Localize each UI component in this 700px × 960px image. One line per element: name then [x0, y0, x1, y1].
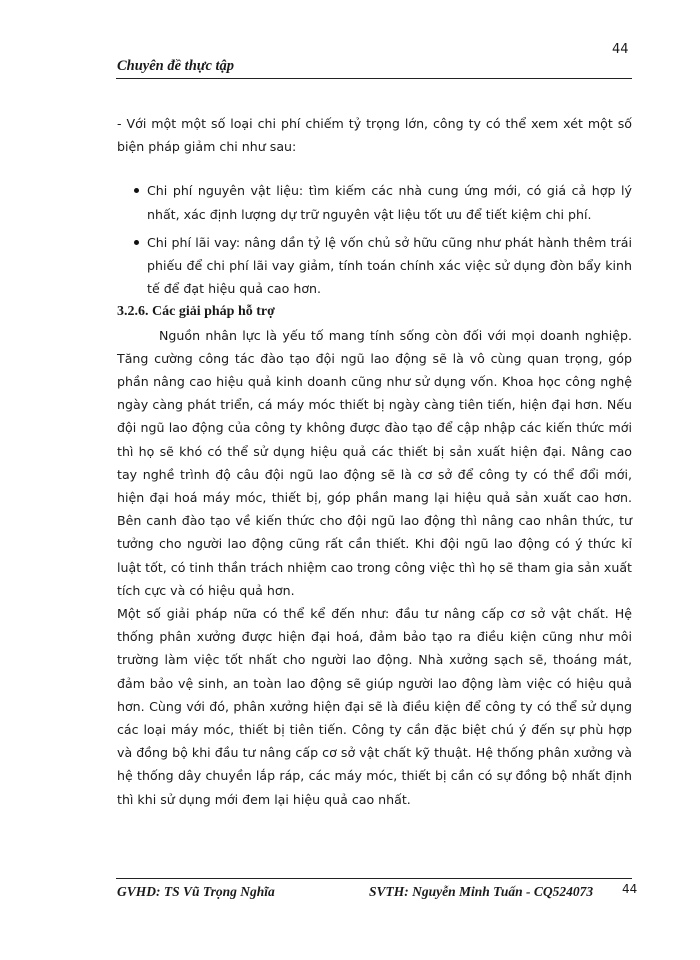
- bullet-icon: [134, 240, 139, 245]
- document-title: Chuyên đề thực tập: [117, 58, 235, 74]
- body-paragraph-1: Nguồn nhân lực là yếu tố mang tính sống còn đối với mọi doanh nghiệp. Tăng cường công tác đào tạo đội ngũ lao động sẽ là vô cùng quan trọng, góp phần nâng cao hiệu quả kinh doanh cũng như sử dụng vốn. Khoa học công nghệ ngày càng phát triển, cá máy móc thiết bị ngày càng tiên tiến, hiện đại hơn. Nếu đội ngũ lao động của công ty không được đào tạo để cập nhập các kiến thức mới thì họ sẽ khó có thể sử dụng hiệu quả các thiết bị sản xuất hiện đại. Nâng cao tay nghề trình độ câu đội ngũ lao động sẽ là cơ sở để công ty có thể đổi mới, hiện đại hoá máy móc, thiết bị, góp phần mang lại hiệu quả sản xuất cao hơn. Bên canh đào tạo về kiến thức cho đội ngũ lao động thì nâng cao nhân thức, tư tưởng cho người lao động cũng rất cần thiết. Khi đội ngũ lao động có ý thức kỉ luật tốt, có tinh thần trách nhiệm cao trong công việc thì họ sẽ tham gia sản xuất tích cực và có hiệu quả hơn.: [117, 327, 632, 598]
- header-page-number: 44: [612, 42, 629, 57]
- footer-student: SVTH: Nguyễn Minh Tuấn - CQ524073: [369, 884, 594, 899]
- document-body: [117, 112, 632, 811]
- intro-paragraph: - Với một một số loại chi phí chiếm tỷ trọng lớn, công ty có thể xem xét một số biện pháp giảm chi như sau:: [117, 116, 632, 155]
- header-divider: [116, 78, 632, 79]
- list-item-text: Chi phí lãi vay: nâng dần tỷ lệ vốn chủ sở hữu cũng như phát hành thêm trái phiếu để chi phí lãi vay giảm, tính toán chính xác việc sử dụng đòn bẩy kinh tế để đạt hiệu quả cao hơn.: [147, 234, 632, 297]
- footer-divider: [116, 878, 632, 879]
- list-item: [117, 179, 632, 225]
- footer-page-number: 44: [622, 882, 638, 896]
- section-heading: 3.2.6. Các giải pháp hỗ trợ: [117, 304, 275, 320]
- footer-advisor: GVHD: TS Vũ Trọng Nghĩa: [117, 884, 275, 899]
- list-item: [117, 231, 632, 301]
- list-item-text: Chi phí nguyên vật liệu: tìm kiếm các nhà cung ứng mới, có giá cả hợp lý nhất, xác định lượng dự trữ nguyên vật liệu tốt ưu để tiết kiệm chi phí.: [147, 183, 632, 222]
- cost-reduction-list: [117, 179, 632, 300]
- body-paragraph-2: Một số giải pháp nữa có thể kể đến như: đầu tư nâng cấp cơ sở vật chất. Hệ thống phân xưởng được hiện đại hoá, đảm bảo tạo ra điều kiện cũng như môi trường làm việc tốt nhất cho người lao động. Nhà xưởng sạch sẽ, thoáng mát, đảm bảo vệ sinh, an toàn lao động sẽ giúp người lao động làm việc có hiệu quả hơn. Cùng với đó, phân xưởng hiện đại sẽ là điều kiện để công ty có thể sử dụng các loại máy móc, thiết bị tiên tiến. Công ty cần đặc biệt chú ý đến sự phù hợp và đồng bộ khi đầu tư nâng cấp cơ sở vật chất kỹ thuật. Hệ thống phân xưởng và hệ thống dây chuyền lắp ráp, các máy móc, thiết bị cần có sự đồng bộ nhất định thì khi sử dụng mới đem lại hiệu quả cao nhất.: [117, 606, 632, 807]
- bullet-icon: [134, 188, 139, 193]
